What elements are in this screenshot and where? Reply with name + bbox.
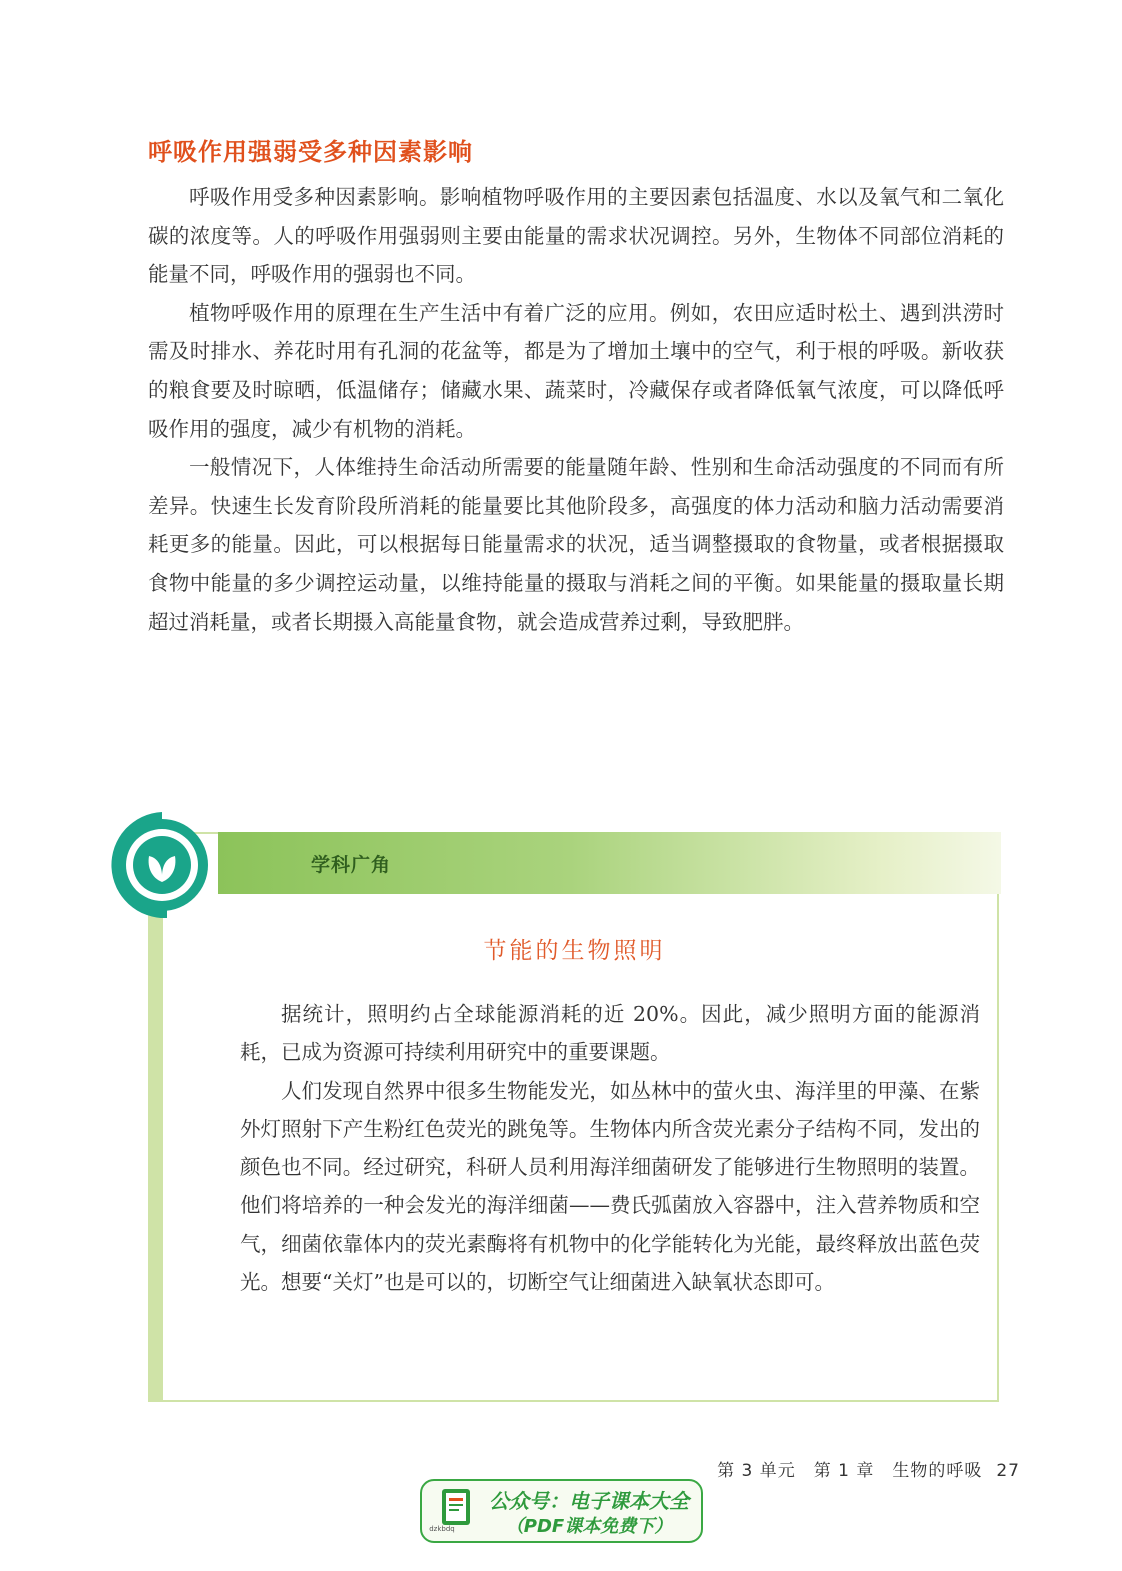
paragraph: 人们发现自然界中很多生物能发光，如丛林中的萤火虫、海洋里的甲藻、在紫外灯照射下产生粉红色荧光的跳兔等。生物体内所含荧光素分子结构不同，发出的颜色也不同。经过研究，科研人员利用海洋细菌研发了能够进行生物照明的装置。他们将培养的一种会发光的海洋细菌——费氏弧菌放入容器中，注入营养物质和空气，细菌依靠体内的荧光素酶将有机物中的化学能转化为光能，最终释放出蓝色荧光。想要“关灯”也是可以的，切断空气让细菌进入缺氧状态即可。 [240, 1078, 980, 1295]
sidebar-header [218, 832, 1001, 894]
sidebar-box [148, 832, 1001, 1402]
leaf-badge-icon [105, 808, 219, 922]
promo-banner [420, 1479, 703, 1543]
paragraph: 植物呼吸作用的原理在生产生活中有着广泛的应用。例如，农田应适时松土、遇到洪涝时需及时排水、养花时用有孔洞的花盆等，都是为了增加土壤中的空气，利于根的呼吸。新收获的粮食要及时晾晒，低温储存；储藏水果、蔬菜时，冷藏保存或者降低氧气浓度，可以降低呼吸作用的强度，减少有机物的消耗。 [148, 300, 1004, 441]
sidebar-left-stripe [148, 902, 163, 1402]
running-head: 第 3 单元 第 1 章 生物的呼吸 [717, 1461, 983, 1481]
page-number: 27 [996, 1461, 1020, 1481]
section-title: 呼吸作用强弱受多种因素影响 [148, 138, 473, 166]
paragraph: 呼吸作用受多种因素影响。影响植物呼吸作用的主要因素包括温度、水以及氧气和二氧化碳的浓度等。人的呼吸作用强弱则主要由能量的需求状况调控。另外，生物体不同部位消耗的能量不同，呼吸作用的强弱也不同。 [148, 185, 1004, 287]
page-footer [600, 1456, 1020, 1481]
paragraph: 一般情况下，人体维持生命活动所需要的能量随年龄、性别和生命活动强度的不同而有所差异。快速生长发育阶段所消耗的能量要比其他阶段多，高强度的体力活动和脑力活动需要消耗更多的能量。因此，可以根据每日能量需求的状况，适当调整摄取的食物量，或者根据摄取食物中能量的多少调控运动量，以维持能量的摄取与消耗之间的平衡。如果能量的摄取量长期超过消耗量，或者长期摄入高能量食物，就会造成营养过剩，导致肥胖。 [148, 455, 1004, 634]
sidebar-text [240, 995, 980, 1301]
promo-icon-text: dzkbdq [429, 1525, 455, 1533]
sidebar-title: 节能的生物照明 [483, 938, 666, 964]
body-text [148, 178, 1004, 641]
paragraph: 据统计，照明约占全球能源消耗的近 20%。因此，减少照明方面的能源消耗，已成为资源可持续利用研究中的重要课题。 [240, 1002, 980, 1065]
sidebar-label: 学科广角 [311, 854, 392, 876]
promo-line-1: 公众号：电子课本大全 [489, 1489, 689, 1513]
promo-line-2: （PDF课本免费下） [505, 1516, 673, 1537]
